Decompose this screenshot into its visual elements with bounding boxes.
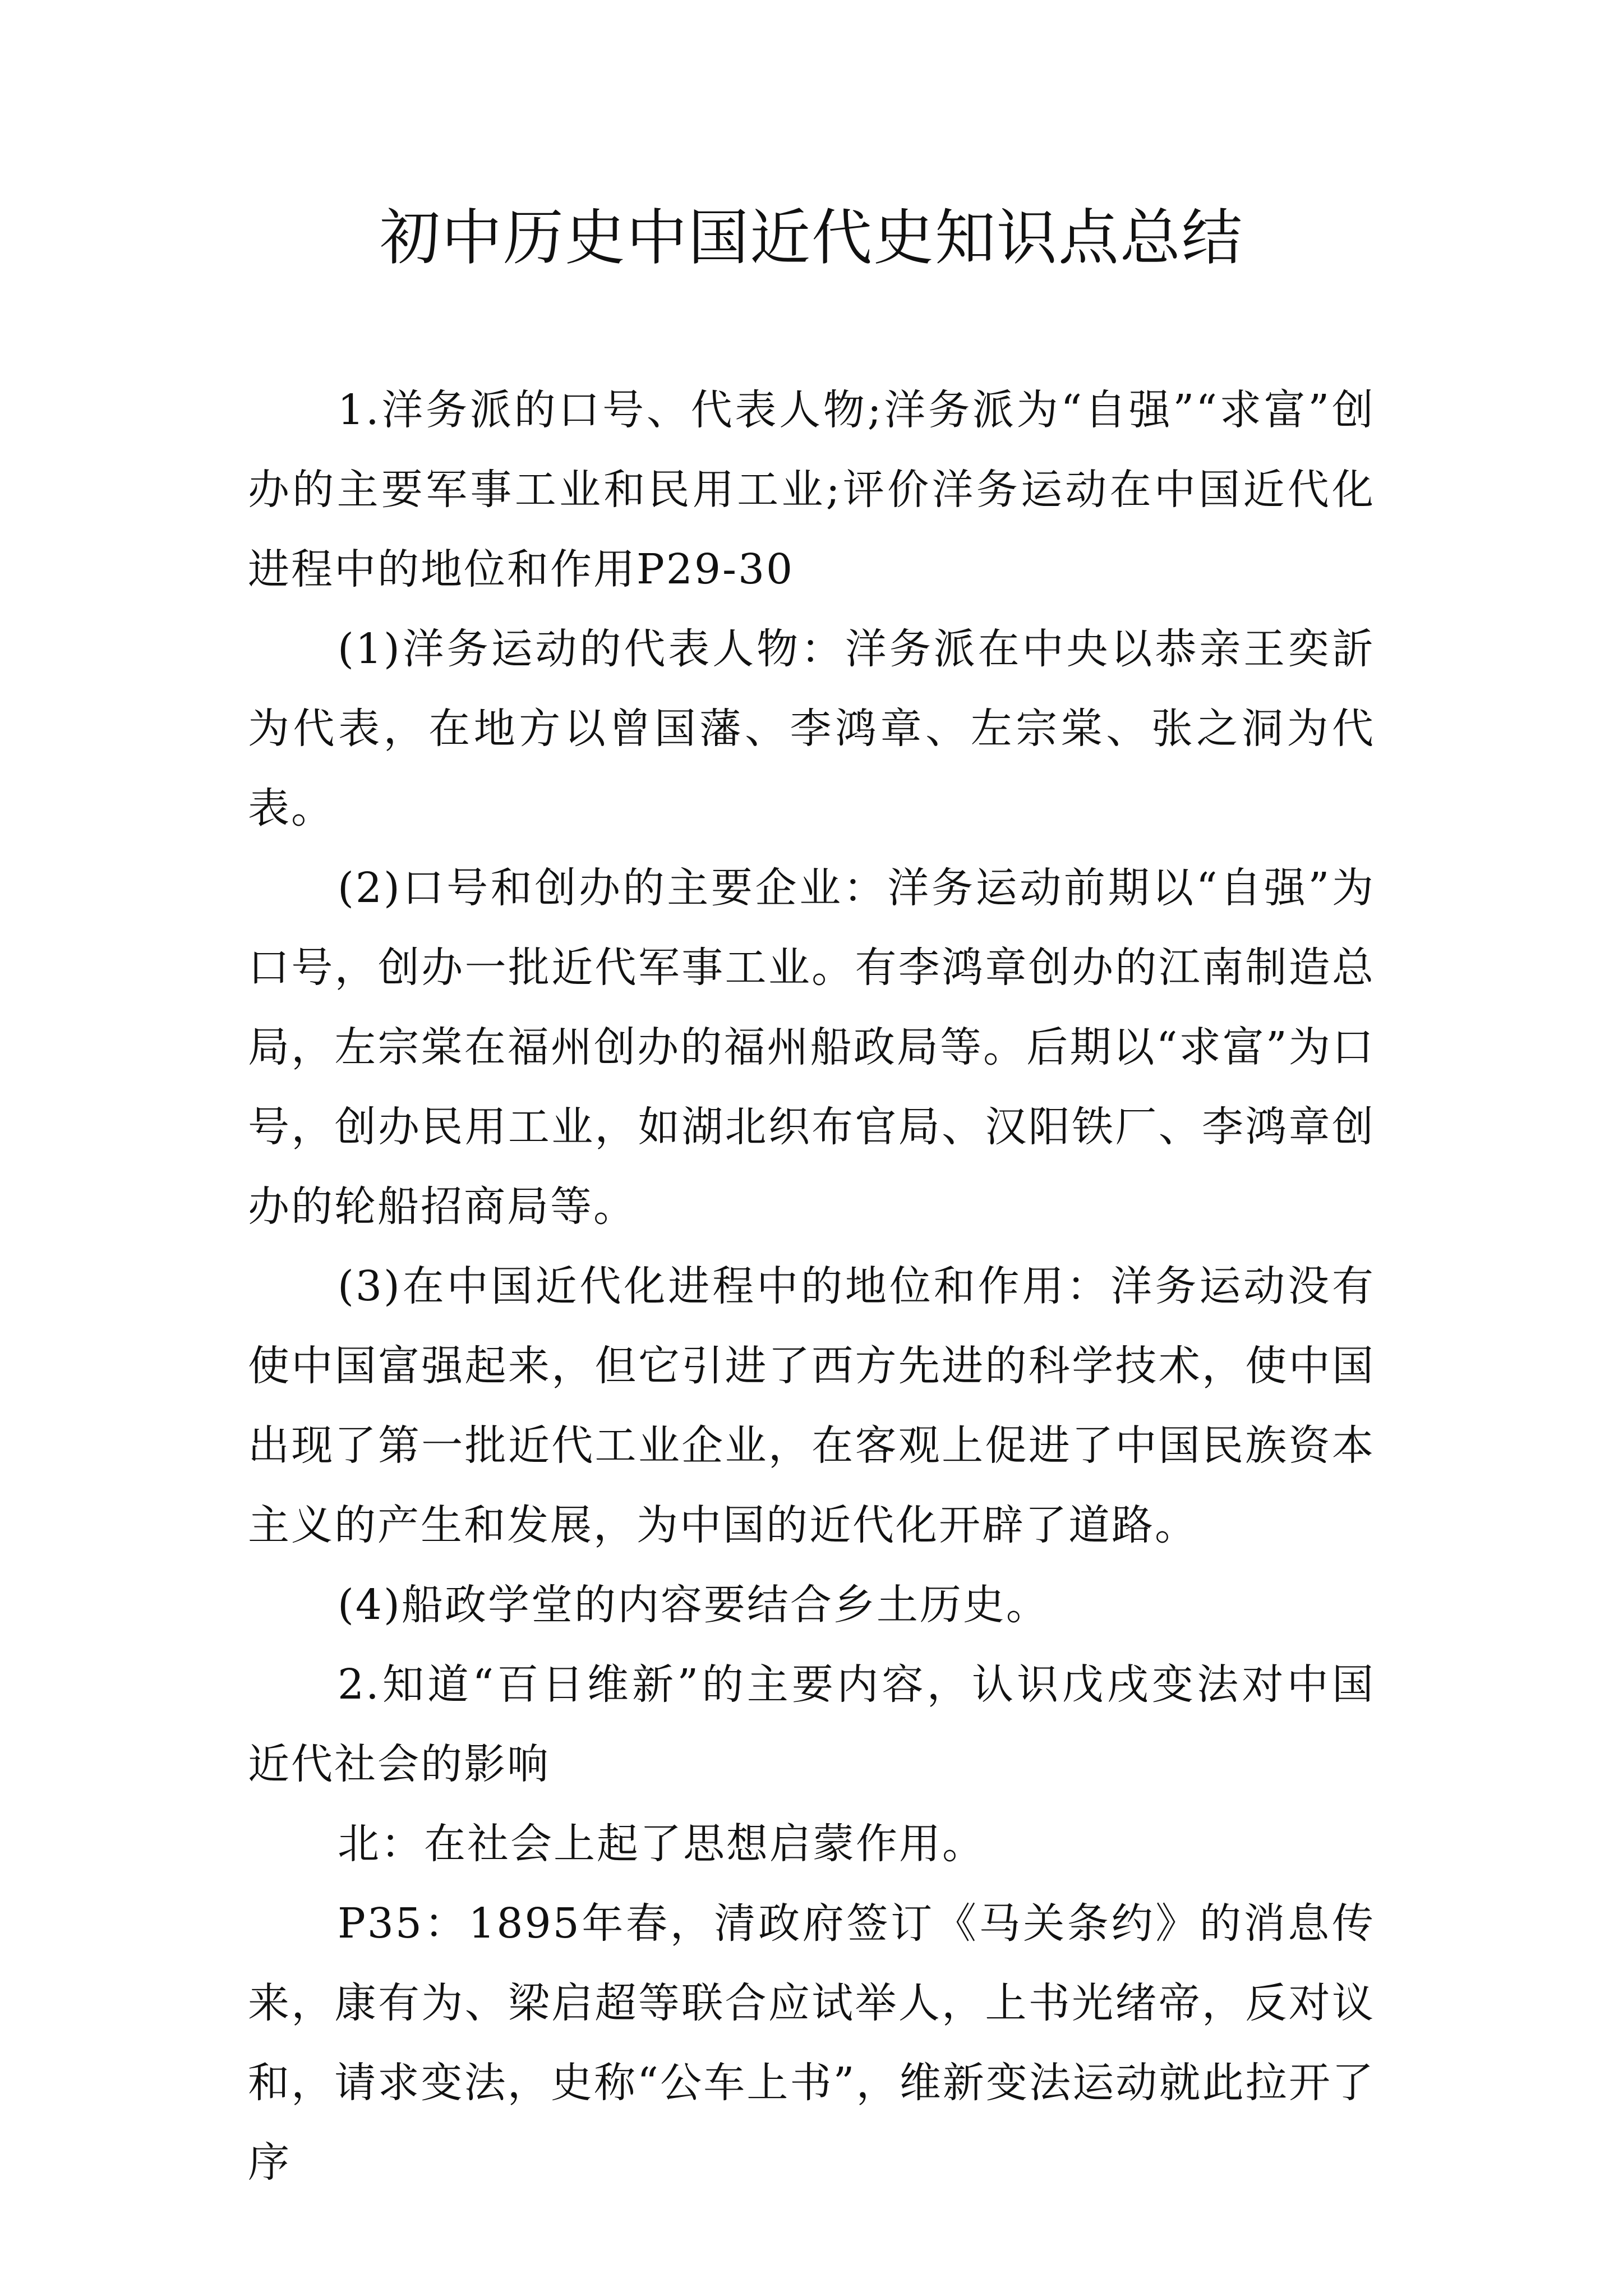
paragraph-p35: P35：1895年春，清政府签订《马关条约》的消息传来，康有为、梁启超等联合应试举人，上书光绪帝，反对议和，请求变法，史称“公车上书”，维新变法运动就此拉开了序 [248, 1899, 1375, 2187]
document-title: 初中历史中国近代史知识点总结 [379, 203, 1243, 273]
paragraph-enlightenment: 北：在社会上起了思想启蒙作用。 [338, 1820, 985, 1868]
paragraph-slogans-enterprises: (2)口号和创办的主要企业：洋务运动前期以“自强”为口号，创办一批近代军事工业。有李鸿章创办的江南制造总局，左宗棠在福州创办的福州船政局等。后期以“求富”为口号，创办民用工业，如湖北织布官局、汉阳铁厂、李鸿章创办的轮船招商局等。 [248, 864, 1375, 1231]
paragraph-yangwu-intro: 1.洋务派的口号、代表人物;洋务派为“自强”“求富”创办的主要军事工业和民用工业;评价洋务运动在中国近代化进程中的地位和作用P29-30 [248, 386, 1375, 593]
paragraph-status-role: (3)在中国近代化进程中的地位和作用：洋务运动没有使中国富强起来，但它引进了西方先进的科学技术，使中国出现了第一批近代工业企业，在客观上促进了中国民族资本主义的产生和发展，为中国的近代化开辟了道路。 [248, 1262, 1375, 1549]
paragraph-shipping-school: (4)船政学堂的内容要结合乡土历史。 [338, 1581, 1049, 1629]
paragraph-representatives: (1)洋务运动的代表人物：洋务派在中央以恭亲王奕訢为代表，在地方以曾国藩、李鸿章、左宗棠、张之洞为代表。 [248, 625, 1375, 832]
document-body [248, 370, 1375, 2202]
paragraph-hundred-days-reform: 2.知道“百日维新”的主要内容，认识戊戌变法对中国近代社会的影响 [248, 1660, 1375, 1788]
